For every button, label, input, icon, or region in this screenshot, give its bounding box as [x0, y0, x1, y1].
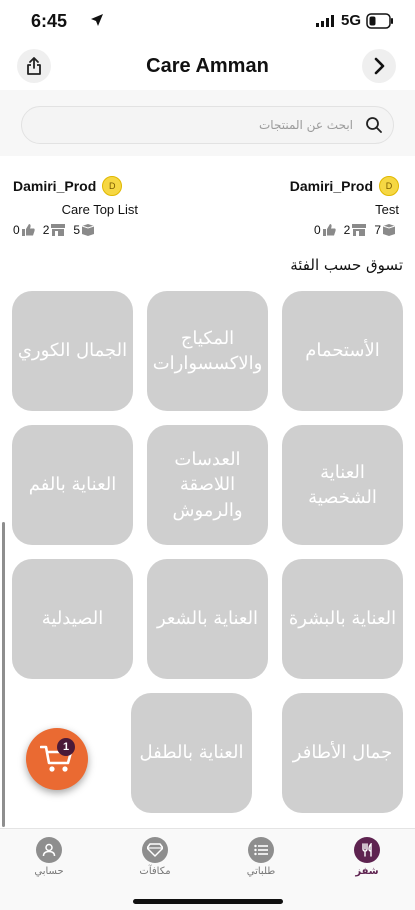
signal-icon	[316, 15, 336, 27]
owner-name: Damiri_Prod	[13, 178, 97, 194]
category-tile[interactable]: الصيدلية	[12, 559, 133, 679]
list-name: Care Top List	[61, 202, 138, 217]
list-card[interactable]	[13, 176, 163, 237]
category-tile[interactable]: العدسات اللاصقة والرموش	[147, 425, 268, 545]
tab-chefs[interactable]	[332, 837, 402, 877]
cart-count-badge: 1	[57, 738, 75, 756]
owner-badge: D	[379, 176, 399, 196]
likes-count: 0	[313, 223, 321, 237]
home-indicator	[133, 899, 283, 904]
tab-my-orders[interactable]	[226, 837, 296, 877]
thumbs-up-icon	[323, 224, 336, 236]
network-label: 5G	[341, 12, 362, 29]
thumbs-up-icon	[22, 224, 35, 236]
list-icon	[248, 837, 274, 863]
likes-count: 0	[13, 223, 20, 237]
stores-count: 2	[343, 223, 351, 237]
store-icon	[352, 224, 366, 236]
items-count: 7	[374, 223, 381, 237]
tab-label: حسابي	[34, 866, 64, 877]
category-tile[interactable]: العناية بالفم	[12, 425, 133, 545]
scrollbar[interactable]	[2, 522, 5, 827]
battery-icon	[366, 13, 394, 29]
box-icon	[82, 224, 94, 236]
nav-header	[0, 44, 415, 90]
tab-label: طلباتي	[246, 866, 276, 877]
list-name: Test	[375, 202, 399, 217]
category-tile[interactable]: الجمال الكوري	[12, 291, 133, 411]
search-icon[interactable]	[365, 116, 383, 134]
utensils-icon	[354, 837, 380, 863]
box-icon	[383, 224, 395, 236]
owner-name: Damiri_Prod	[289, 178, 373, 194]
page-title: Care Amman	[146, 55, 269, 77]
owner-badge: D	[102, 176, 122, 196]
top-lists	[0, 160, 415, 240]
forward-button[interactable]	[362, 49, 396, 83]
category-tile[interactable]: الأستحمام	[282, 291, 403, 411]
items-count: 5	[73, 223, 81, 237]
category-tile[interactable]: العناية الشخصية	[282, 425, 403, 545]
tab-label: مكافآت	[139, 866, 171, 877]
location-arrow-icon	[90, 13, 104, 27]
search-box	[21, 106, 394, 144]
store-icon	[51, 224, 65, 236]
tab-rewards[interactable]	[120, 837, 190, 877]
list-owner-row	[13, 176, 163, 196]
search-input[interactable]	[53, 107, 353, 143]
diamond-icon	[142, 837, 168, 863]
tab-account[interactable]	[14, 837, 84, 877]
category-tile[interactable]: المكياج والاكسسوارات	[147, 291, 268, 411]
list-stats	[249, 223, 399, 237]
chevron-right-icon	[372, 57, 386, 75]
list-owner-row	[249, 176, 399, 196]
category-tile[interactable]: العناية بالبشرة	[282, 559, 403, 679]
user-icon	[36, 837, 62, 863]
status-time: 6:45	[31, 11, 68, 31]
category-tile[interactable]: العناية بالطفل	[131, 693, 252, 813]
category-tile[interactable]: جمال الأطافر	[282, 693, 403, 813]
list-stats	[13, 223, 163, 237]
tab-bar	[0, 828, 415, 910]
tab-label: شفز	[355, 866, 379, 877]
cart-button[interactable]	[26, 728, 88, 790]
category-tile[interactable]: العناية بالشعر	[147, 559, 268, 679]
list-card[interactable]	[249, 176, 399, 237]
stores-count: 2	[42, 223, 50, 237]
section-title: تسوق حسب الفئة	[290, 256, 403, 274]
search-area	[0, 90, 415, 156]
status-bar	[0, 0, 415, 44]
